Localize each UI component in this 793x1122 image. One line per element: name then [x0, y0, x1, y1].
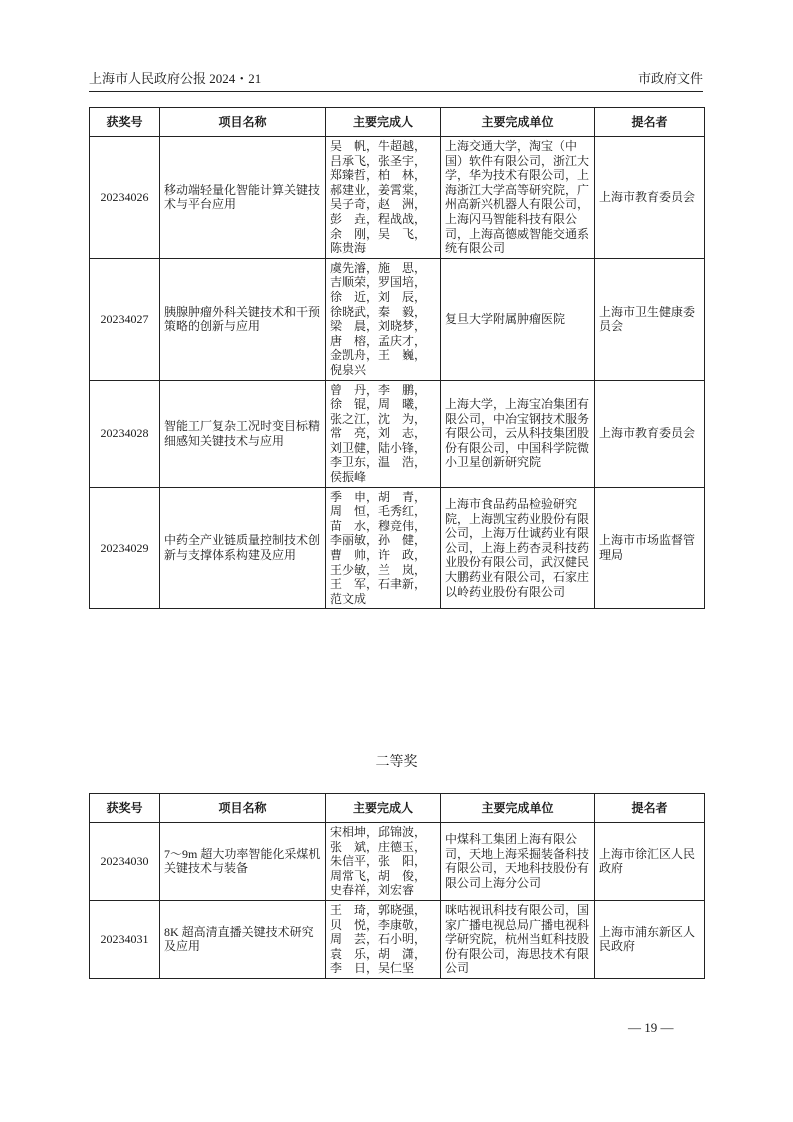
journal-title: 上海市人民政府公报 2024・21	[89, 71, 262, 86]
main-units-cell: 上海市食品药品检验研究院，上海凯宝药业股份有限公司，上海万仕诚药业有限公司，上海上药杏灵科技药业股份有限公司，武汉健民大鹏药业有限公司，石家庄以岭药业股份有限公司	[441, 487, 595, 609]
project-name-cell: 8K 超高清直播关键技术研究及应用	[160, 900, 326, 978]
table-row	[90, 380, 705, 487]
main-contributors-cell: 季 申，胡 青， 周 恒，毛秀红， 苗 水，穆竞伟， 李丽敏，孙 健， 曹 帅，许 政， 王少敏，兰 岚， 王 军，石聿新， 范文成	[326, 487, 441, 609]
main-units-cell: 中煤科工集团上海有限公司，天地上海采掘装备科技有限公司，天地科技股份有限公司上海分公司	[441, 823, 595, 901]
award-number-cell: 20234028	[90, 380, 160, 487]
main-contributors-cell: 虞先濬，施 思， 吉顺荣，罗国培， 徐 近，刘 辰， 徐晓武，秦 毅， 梁 晨，刘晓梦， 唐 榕，孟庆才， 金凯舟，王 巍， 倪泉兴	[326, 258, 441, 380]
table-row	[90, 487, 705, 609]
section-title: 二等奖	[375, 755, 418, 770]
header-rule	[89, 91, 703, 92]
column-header-award-number: 获奖号	[90, 108, 160, 137]
nominator-cell: 上海市教育委员会	[595, 137, 705, 259]
column-header-project-name: 项目名称	[160, 108, 326, 137]
main-units-cell: 上海交通大学，淘宝（中国）软件有限公司，浙江大学，华为技术有限公司，上海浙江大学高等研究院，广州高新兴机器人有限公司，上海闪马智能科技有限公司，上海高德威智能交通系统有限公司	[441, 137, 595, 259]
table-header-row	[90, 794, 705, 823]
page-number: — 19 —	[628, 1020, 674, 1035]
table-row	[90, 137, 705, 259]
nominator-cell: 上海市市场监督管理局	[595, 487, 705, 609]
award-number-cell: 20234030	[90, 823, 160, 901]
main-units-cell: 复旦大学附属肿瘤医院	[441, 258, 595, 380]
table-header-row	[90, 108, 705, 137]
table-row	[90, 823, 705, 901]
column-header-nominator: 提名者	[595, 108, 705, 137]
award-number-cell: 20234027	[90, 258, 160, 380]
column-header-nominator: 提名者	[595, 794, 705, 823]
award-number-cell: 20234031	[90, 900, 160, 978]
column-header-main-contributors: 主要完成人	[326, 794, 441, 823]
column-header-award-number: 获奖号	[90, 794, 160, 823]
column-header-main-units: 主要完成单位	[441, 108, 595, 137]
award-number-cell: 20234029	[90, 487, 160, 609]
nominator-cell: 上海市徐汇区人民政府	[595, 823, 705, 901]
project-name-cell: 中药全产业链质量控制技术创新与支撑体系构建及应用	[160, 487, 326, 609]
column-header-project-name: 项目名称	[160, 794, 326, 823]
running-header	[89, 68, 703, 87]
column-header-main-contributors: 主要完成人	[326, 108, 441, 137]
award-table-first-prize	[89, 107, 705, 609]
main-contributors-cell: 吴 帆，牛超越， 吕承飞，张圣宇， 郑臻哲，柏 林， 郝建业，姜霄棠， 吴子奇，赵 洲， 彭 垚，程战战， 余 刚，吴 飞， 陈贵海	[326, 137, 441, 259]
award-number-cell: 20234026	[90, 137, 160, 259]
project-name-cell: 智能工厂复杂工况时变目标精细感知关键技术与应用	[160, 380, 326, 487]
project-name-cell: 移动端轻量化智能计算关键技术与平台应用	[160, 137, 326, 259]
nominator-cell: 上海市卫生健康委员会	[595, 258, 705, 380]
award-table-second-prize	[89, 793, 705, 979]
project-name-cell: 7～9m 超大功率智能化采煤机关键技术与装备	[160, 823, 326, 901]
main-units-cell: 咪咕视讯科技有限公司，国家广播电视总局广播电视科学研究院，杭州当虹科技股份有限公司，海思技术有限公司	[441, 900, 595, 978]
column-header-main-units: 主要完成单位	[441, 794, 595, 823]
table-row	[90, 258, 705, 380]
main-contributors-cell: 王 琦，郭晓强， 贝 悦，李康敬， 周 芸，石小明， 袁 乐，胡 潇， 李 日，吴仁坚	[326, 900, 441, 978]
main-units-cell: 上海大学，上海宝冶集团有限公司，中冶宝钢技术服务有限公司，云从科技集团股份有限公司，中国科学院微小卫星创新研究院	[441, 380, 595, 487]
nominator-cell: 上海市教育委员会	[595, 380, 705, 487]
section-label: 市政府文件	[637, 71, 703, 86]
project-name-cell: 胰腺肿瘤外科关键技术和干预策略的创新与应用	[160, 258, 326, 380]
nominator-cell: 上海市浦东新区人民政府	[595, 900, 705, 978]
main-contributors-cell: 宋相坤，邱锦波， 张 斌，庄德玉， 朱信平，张 阳， 周常飞，胡 俊， 史春祥，刘宏睿	[326, 823, 441, 901]
main-contributors-cell: 曾 丹，李 鹏， 徐 锟，周 曦， 张之江，沈 为， 常 亮，刘 志， 刘卫健，陆小锋， 李卫东，温 浩， 侯振峰	[326, 380, 441, 487]
table-row	[90, 900, 705, 978]
